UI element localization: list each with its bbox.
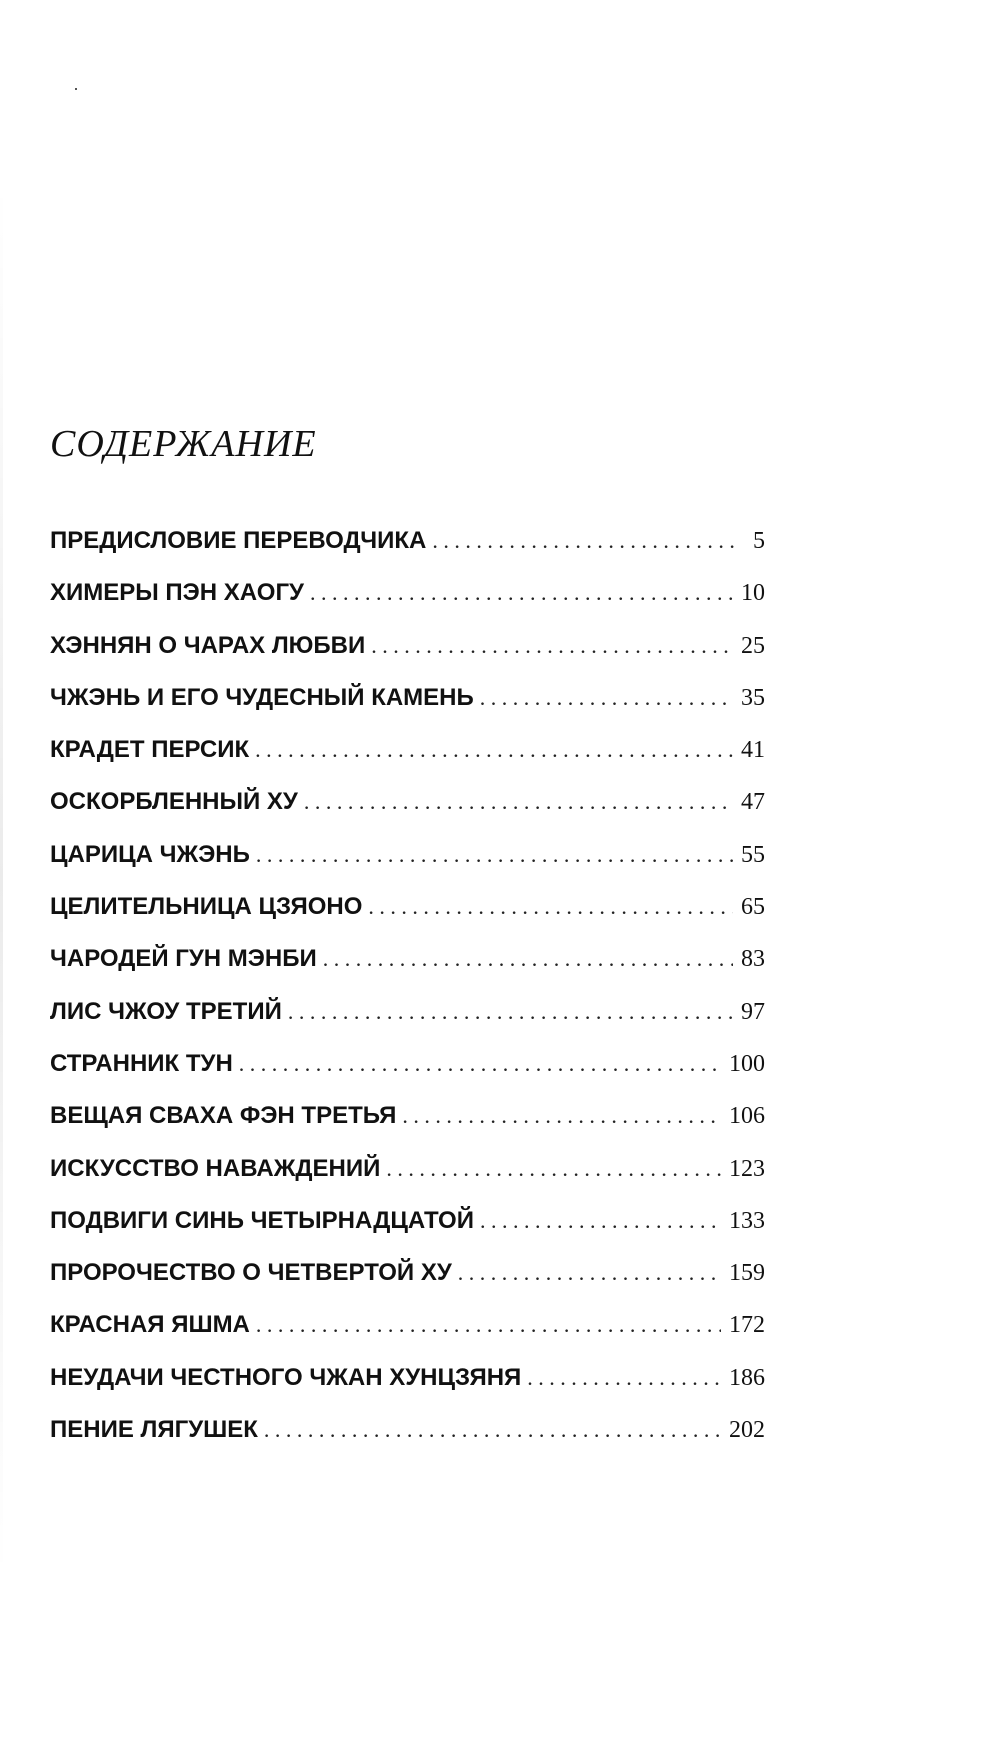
toc-entry[interactable] bbox=[50, 684, 765, 736]
table-of-contents bbox=[50, 527, 765, 1468]
toc-entry-title: ЧАРОДЕЙ ГУН МЭНБИ bbox=[50, 945, 317, 973]
toc-page-number: 83 bbox=[741, 946, 765, 973]
toc-entry[interactable] bbox=[50, 1155, 765, 1207]
toc-entry-title: КРАСНАЯ ЯШМА bbox=[50, 1311, 250, 1339]
dot-leader bbox=[458, 1260, 721, 1286]
dot-leader bbox=[368, 894, 733, 920]
dot-leader bbox=[480, 1208, 721, 1234]
toc-page-number: 25 bbox=[741, 632, 765, 659]
toc-entry-title: ЛИС ЧЖОУ ТРЕТИЙ bbox=[50, 997, 282, 1025]
toc-page-number: 41 bbox=[741, 737, 765, 764]
toc-page-number: 172 bbox=[729, 1312, 765, 1339]
toc-entry[interactable] bbox=[50, 998, 765, 1050]
toc-entry[interactable] bbox=[50, 1102, 765, 1154]
toc-entry-title: ОСКОРБЛЕННЫЙ ХУ bbox=[50, 788, 298, 816]
toc-page-number: 10 bbox=[741, 580, 765, 607]
toc-page-number: 5 bbox=[753, 528, 765, 554]
toc-entry-title: ПОДВИГИ СИНЬ ЧЕТЫРНАДЦАТОЙ bbox=[50, 1206, 474, 1234]
dot-leader bbox=[256, 842, 733, 868]
toc-entry-title: ЦАРИЦА ЧЖЭНЬ bbox=[50, 840, 250, 868]
toc-entry[interactable] bbox=[50, 1259, 765, 1311]
toc-entry[interactable] bbox=[50, 1207, 765, 1259]
toc-page-number: 65 bbox=[741, 894, 765, 921]
toc-entry[interactable] bbox=[50, 841, 765, 893]
toc-entry-title: ПРОРОЧЕСТВО О ЧЕТВЕРТОЙ ХУ bbox=[50, 1259, 452, 1287]
toc-entry[interactable] bbox=[50, 1364, 765, 1416]
toc-page-number: 123 bbox=[729, 1155, 765, 1182]
toc-entry-title: КРАДЕТ ПЕРСИК bbox=[50, 736, 250, 764]
page-edge-shadow bbox=[0, 180, 3, 1580]
toc-entry[interactable] bbox=[50, 527, 765, 579]
toc-entry[interactable] bbox=[50, 579, 765, 631]
toc-page-number: 202 bbox=[729, 1417, 765, 1444]
toc-entry[interactable] bbox=[50, 1050, 765, 1102]
toc-page-number: 186 bbox=[729, 1364, 765, 1391]
toc-entry[interactable] bbox=[50, 632, 765, 684]
dot-leader bbox=[304, 789, 733, 815]
dot-leader bbox=[402, 1103, 721, 1129]
toc-entry[interactable] bbox=[50, 1311, 765, 1363]
dot-leader bbox=[432, 528, 737, 554]
contents-heading: СОДЕРЖАНИЕ bbox=[50, 423, 317, 465]
dot-leader bbox=[386, 1156, 721, 1182]
toc-page-number: 159 bbox=[729, 1260, 765, 1287]
dot-leader bbox=[288, 999, 733, 1025]
toc-page-number: 35 bbox=[741, 684, 765, 711]
toc-entry-title: НЕУДАЧИ ЧЕСТНОГО ЧЖАН ХУНЦЗЯНЯ bbox=[50, 1363, 522, 1391]
dot-leader bbox=[371, 633, 733, 659]
toc-entry-title: ХЭННЯН О ЧАРАХ ЛЮБВИ bbox=[50, 631, 366, 659]
toc-entry[interactable] bbox=[50, 736, 765, 788]
print-speck bbox=[75, 88, 77, 90]
toc-entry-title: ЦЕЛИТЕЛЬНИЦА ЦЗЯОНО bbox=[50, 893, 363, 921]
toc-page-number: 97 bbox=[741, 998, 765, 1025]
toc-entry[interactable] bbox=[50, 945, 765, 997]
toc-entry[interactable] bbox=[50, 893, 765, 945]
toc-entry-title: СТРАННИК ТУН bbox=[50, 1049, 233, 1077]
toc-entry-title: ПЕНИЕ ЛЯГУШЕК bbox=[50, 1416, 258, 1444]
dot-leader bbox=[310, 580, 733, 606]
toc-page-number: 100 bbox=[729, 1050, 765, 1077]
toc-entry[interactable] bbox=[50, 1416, 765, 1468]
toc-entry-title: ХИМЕРЫ ПЭН ХАОГУ bbox=[50, 579, 304, 607]
toc-page-number: 55 bbox=[741, 841, 765, 868]
toc-page-number: 47 bbox=[741, 789, 765, 816]
toc-page-number: 133 bbox=[729, 1207, 765, 1234]
dot-leader bbox=[255, 737, 733, 763]
dot-leader bbox=[480, 685, 733, 711]
toc-entry[interactable] bbox=[50, 788, 765, 840]
dot-leader bbox=[256, 1312, 721, 1338]
dot-leader bbox=[323, 946, 733, 972]
dot-leader bbox=[239, 1051, 721, 1077]
toc-entry-title: ВЕЩАЯ СВАХА ФЭН ТРЕТЬЯ bbox=[50, 1102, 397, 1130]
dot-leader bbox=[264, 1417, 721, 1443]
toc-page-number: 106 bbox=[729, 1103, 765, 1130]
toc-entry-title: ЧЖЭНЬ И ЕГО ЧУДЕСНЫЙ КАМЕНЬ bbox=[50, 683, 474, 711]
dot-leader bbox=[527, 1365, 721, 1391]
toc-entry-title: ИСКУССТВО НАВАЖДЕНИЙ bbox=[50, 1154, 381, 1182]
toc-entry-title: ПРЕДИСЛОВИЕ ПЕРЕВОДЧИКА bbox=[50, 527, 427, 554]
